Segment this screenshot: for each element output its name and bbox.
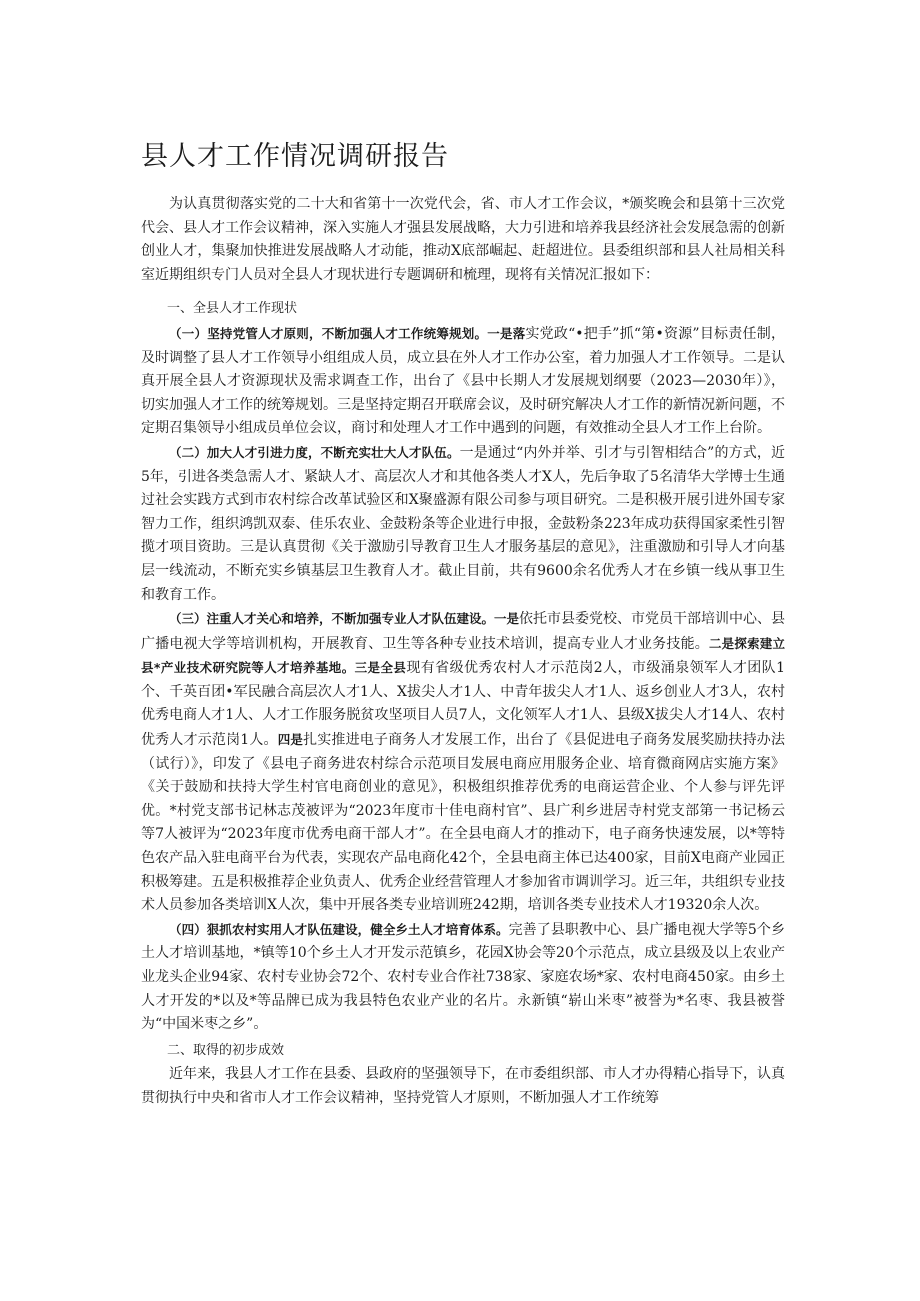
paragraph-inline-lead: 四是 [277,732,304,748]
paragraph-text: 完善了县职教中心、县广播电视大学等5个乡土人才培训基地，*镇等10个乡土人才开发示范镇乡，花园X协会等20个示范点，成立县级及以上农业产业龙头企业94家、农村专业协会72个、农村专业合作社738家、家庭农场*家、农村电商450家。由乡土人才开发的*以及*等品牌已成为我县特色农业产业的名片。永新镇“崭山米枣”被誉为*名枣、我县被誉为“中国米枣之乡”。 [141,921,785,1033]
paragraph-2-1: 近年来，我县人才工作在县委、县政府的坚强领导下，在市委组织部、市人才办得精心指导下，认真贯彻执行中央和省市人才工作会议精神，坚持党管人才原则，不断加强人才工作统筹 [141,1066,785,1106]
paragraph-lead: （三）注重人才关心和培养，不断加强专业人才队伍建设。一是 [169,611,520,627]
page-title: 县人才工作情况调研报告 [141,141,449,172]
document-page [141,136,785,1111]
paragraph-1-4 [141,918,785,1037]
paragraph-text: 依托市县委党校、市党员干部培训中心、县广播电视大学等培训机构，开展教育、卫生等各种专业技术培训，提高专业人才业务技能。 [141,611,786,652]
paragraph-1-3 [141,607,785,918]
paragraph-text: 一是通过“内外并举、引才与引智相结合”的方式，近5年，引进各类急需人才、紧缺人才、高层次人才和其他各类人才X人，先后争取了5名清华大学博士生通过社会实践方式到市农村综合改革试验区和X聚盛源有限公司参与项目研究。二是积极开展引进外国专家智力工作，组织鸿凯双泰、佳乐农业、金鼓粉条等企业进行申报，金鼓粉条223年成功获得国家柔性引智揽才项目资助。三是认真贯彻《关于激励引导教育卫生人才服务基层的意见》，注重激励和引导人才向基层一线流动，不断充实乡镇基层卫生教育人才。截止目前，共有9600余名优秀人才在乡镇一线从事卫生和教育工作。 [141,444,785,603]
paragraph-text: 实党政“•把手”抓“第•资源”目标责任制，及时调整了县人才工作领导小组组成人员，成立县在外人才工作办公室，着力加强人才工作领导。二是认真开展全县人才资源现状及需求调查工作，出台了《县中长期人才发展规划纲要（2023—2030年）》，切实加强人才工作的统筹规划。三是坚持定期召开联席会议，及时研究解决人才工作的新情况新问题，不定期召集领导小组成员单位会议，商讨和处理人才工作中遇到的问题，有效推动全县人才工作上台阶。 [141,325,785,437]
paragraph-text: 现有省级优秀农村人才示范岗2人，市级涌泉领军人才团队1个、千英百团•军民融合高层次人才1人、X拔尖人才1人、中青年拔尖人才1人、返乡创业人才3人，农村优秀电商人才1人、人才工作服务脱贫攻坚项目人员7人，文化领军人才1人、县级X拔尖人才14人、农村优秀人才示范岗1人。 [141,660,785,749]
paragraph-text: 扎实推进电子商务人才发展工作，出台了《县促进电子商务发展奖励扶持办法（试行）》，印发了《县电子商务进农村综合示范项目发展电商应用服务企业、培育微商网店实施方案》《关于鼓励和扶持大学生村官电商创业的意见》，积极组织推荐优秀的电商运营企业、个人参与评先评优。*村党支部书记林志茂被评为“2023年度市十佳电商村官”、县广利乡进居寺村党支部第一书记杨云等7人被评为“2023年度市优秀电商干部人才”。在全县电商人才的推动下，电子商务快速发展，以*等特色农产品入驻电商平台为代表，实现农产品电商化42个，全县电商主体已达400家，目前X电商产业园正积极筹建。五是积极推荐企业负责人、优秀企业经营管理人才参加省市调训学习。近三年，共组织专业技术人员参加各类培训X人次，集中开展各类专业培训班242期，培训各类专业技术人才19320余人次。 [141,732,785,914]
intro-paragraph: 为认真贯彻落实党的二十大和省第十一次党代会，省、市人才工作会议，*颁奖晚会和县第十三次党代会、县人才工作会议精神，深入实施人才强县发展战略，大力引进和培养我县经济社会发展急需的创新创业人才，集聚加快推进发展战略人才动能，推动X底部崛起、赶超进位。县委组织部和县人社局相关科室近期组织专门人员对全县人才现状进行专题调研和梳理，现将有关情况汇报如下： [141,196,785,283]
section-heading-2: 二、取得的初步成效 [167,1042,285,1058]
section-heading-1: 一、全县人才工作现状 [167,301,298,317]
paragraph-lead: （一）坚持党管人才原则，不断加强人才工作统筹规划。一是落 [169,325,526,341]
paragraph-lead: （四）狠抓农村实用人才队伍建设，健全乡土人才培育体系。 [169,921,509,937]
paragraph-inline-lead: 二是探索建立县*产业技术研究院等人才培养基地。三是全县 [141,635,785,676]
paragraph-1-2 [141,441,785,607]
paragraph-1-1 [141,322,785,441]
paragraph-lead: （二）加大人才引进力度，不断充实壮大人才队伍。 [169,444,460,460]
